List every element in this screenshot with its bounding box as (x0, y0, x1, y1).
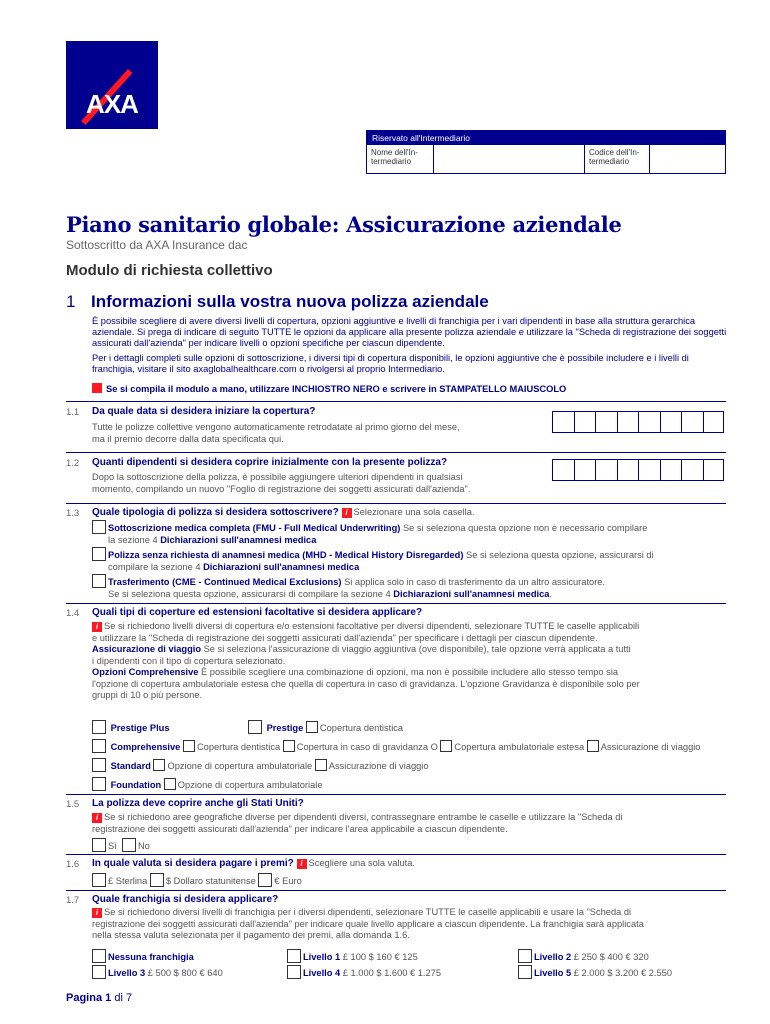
fmu-note-bold: Dichiarazioni sull'anamnesi medica (160, 535, 317, 545)
us-no-label: No (137, 841, 150, 851)
logo-text: AXA (86, 89, 138, 119)
divider (66, 854, 726, 855)
count-digit-box[interactable] (703, 459, 725, 481)
q11-help-line1: Tutte le polizze collettive vengono automaticamente retrodatate al primo giorno del mese, (92, 422, 460, 432)
prestige-dental-checkbox[interactable] (306, 721, 318, 733)
cme-note: Se si seleziona questa opzione, assicurarsi di compilare la sezione 4 Dichiarazioni sull'anamnesi medica. (108, 589, 553, 599)
q17-help-line2: registrazione dei soggetti assicurati dall'azienda" per indicare quale livello applicare a ciascun dipendente. La franchigia sarà applicata (92, 918, 644, 929)
info-icon: i (342, 508, 352, 518)
usd-checkbox[interactable] (150, 873, 164, 887)
page-footer (66, 992, 132, 1004)
foundation-option[interactable] (92, 777, 323, 791)
date-digit-box[interactable] (660, 411, 682, 433)
q17-help (92, 907, 644, 942)
gbp-checkbox[interactable] (92, 873, 106, 887)
excess-l4-option[interactable] (287, 965, 441, 979)
excess-l2-label: Livello 2 (534, 952, 572, 962)
comp-dental-label: Copertura dentistica (196, 742, 281, 752)
excess-l5-option[interactable] (518, 965, 672, 979)
excess-l2-values: £ 250 $ 400 € 320 (571, 952, 649, 962)
comprehensive-heading: Opzioni Comprehensive (92, 667, 199, 677)
date-digit-box[interactable] (574, 411, 596, 433)
comprehensive-text: È possibile scegliere una combinazione di opzioni, ma non è possibile includere allo stesso tempo sia (198, 667, 619, 677)
comp-dental-checkbox[interactable] (183, 740, 195, 752)
q16-question: In quale valuta si desidera pagare i premi? (92, 858, 294, 869)
date-digit-box[interactable] (638, 411, 660, 433)
q11-question: Da quale data si desidera iniziare la copertura? (92, 406, 316, 417)
standard-checkbox[interactable] (92, 758, 106, 772)
intermediary-name-field[interactable] (433, 145, 585, 173)
cme-option[interactable] (92, 574, 605, 588)
excess-none-label: Nessuna franchigia (108, 952, 194, 962)
q13-question-row (92, 507, 474, 518)
date-digit-box[interactable] (617, 411, 639, 433)
prestige-plus-option[interactable] (92, 720, 170, 734)
intro-paragraph-2: Per i dettagli completi sulle opzioni di sottoscrizione, i diversi tipi di copertura disponibili, le opzioni aggiuntive che è possibile includere e i livelli di franchigia, visitare il sito axaglobalhealthcare.com o rivolgersi al proprio Intermediario. (92, 352, 689, 374)
gbp-label: £ Sterlina (108, 876, 148, 886)
excess-l5-label: Livello 5 (534, 968, 572, 978)
comprehensive-text-2: l'opzione di copertura ambulatoriale estesa che quella di copertura in caso di gravidanza. L'opzione Gravidanza è disponibile solo per (92, 678, 640, 689)
intermediary-name-label (367, 145, 433, 173)
excess-l4-checkbox[interactable] (287, 965, 301, 979)
excess-l2-checkbox[interactable] (518, 949, 532, 963)
excess-l5-values: £ 2.000 $ 3.200 € 2.550 (571, 968, 673, 978)
code-label-line2: termediario (589, 157, 630, 166)
fmu-note (108, 535, 316, 546)
comp-pregnancy-checkbox[interactable] (283, 740, 295, 752)
or-separator: O (430, 742, 438, 752)
q11-help (92, 422, 460, 445)
eur-label: € Euro (274, 876, 302, 886)
mhd-note-bold: Dichiarazioni sull'anamnesi medica (203, 562, 360, 572)
q13-hint: Selezionare una sola casella. (353, 507, 475, 517)
prestige-plus-checkbox[interactable] (92, 720, 106, 734)
fmu-option[interactable] (92, 520, 647, 534)
cme-note-bold: Dichiarazioni sull'anamnesi medica (393, 589, 550, 599)
intro-text (92, 316, 728, 378)
divider (66, 890, 726, 891)
form-title: Modulo di richiesta collettivo (66, 262, 273, 279)
mhd-note-text: compilare la sezione 4 (108, 562, 204, 572)
q14-question: Quali tipi di coperture ed estensioni facoltative si desidera applicare? (92, 607, 423, 618)
foundation-label: Foundation (110, 780, 162, 790)
q14-number: 1.4 (66, 608, 80, 619)
divider (66, 794, 726, 795)
q15-help-line1: Se si richiedono aree geografiche diverse per dipendenti diversi, contrassegnare entrambe le caselle e utilizzare la "Scheda di (104, 812, 623, 822)
intermediary-header: Riservato all'Intermediario (367, 131, 725, 145)
page-total: 7 (125, 992, 133, 1004)
q12-help-line2: momento, compilando un nuovo "Foglio di registrazione dei soggetti assicurati dall'azienda". (92, 483, 471, 494)
eur-checkbox[interactable] (258, 873, 272, 887)
excess-l3-checkbox[interactable] (92, 965, 106, 979)
intro-paragraph-1: È possibile scegliere di avere diversi livelli di copertura, opzioni aggiuntive e livelli di franchigia per i vari dipendenti in base alla struttura gerarchica aziendale. Si prega di indicare di seguito TUTTE le opzioni da applicare alla presente polizza aziendale e utilizzare la "Scheda di registrazione dei soggetti assicurati dall'azienda" per indicare livelli o opzioni specifiche per ciascun dipendente. (92, 316, 727, 349)
count-digit-box[interactable] (638, 459, 660, 481)
q16-question-row (92, 858, 415, 869)
standard-label: Standard (110, 761, 151, 771)
q17-help-line3: nella stessa valuta selezionata per il pagamento dei premi, alla domanda 1.6. (92, 930, 410, 940)
fnd-outpatient-checkbox[interactable] (164, 778, 176, 790)
q14-help (92, 621, 640, 702)
page-subtitle: Sottoscritto da AXA Insurance dac (66, 238, 248, 252)
comp-travel-label: Assicurazione di viaggio (600, 742, 701, 752)
q15-question: La polizza deve coprire anche gli Stati Uniti? (92, 798, 304, 809)
employee-count-boxes[interactable] (552, 459, 724, 481)
axa-logo (66, 41, 158, 129)
q17-help-line1: Se si richiedono diversi livelli di franchigia per i diversi dipendenti, selezionare TUTTE le caselle applicabili e usare la "Scheda di (104, 907, 632, 917)
comp-travel-checkbox[interactable] (587, 740, 599, 752)
q15-help (92, 812, 623, 835)
info-icon: i (297, 859, 307, 869)
info-icon: i (92, 908, 102, 918)
comp-outpatient-ext-label: Copertura ambulatoriale estesa (454, 742, 585, 752)
info-icon: i (92, 813, 102, 823)
q14-help-line1: Se si richiedono livelli diversi di copertura e/o estensioni facoltative per diversi dipendenti, selezionare TUTTE le caselle applicabili (104, 621, 640, 631)
excess-l5-checkbox[interactable] (518, 965, 532, 979)
std-travel-checkbox[interactable] (315, 759, 327, 771)
mhd-option[interactable] (92, 547, 654, 561)
excess-none-option[interactable] (92, 949, 194, 963)
name-label-line2: termediario (371, 157, 412, 166)
currency-options (92, 873, 302, 887)
code-label-line1: Codice dell'In- (589, 148, 640, 157)
q12-number: 1.2 (66, 458, 80, 469)
page-number: 1 (105, 992, 112, 1004)
travel-text: Se si seleziona l'assicurazione di viaggio aggiuntiva (ove disponibile), tale opzione verrà applicata a tutti (201, 644, 631, 654)
excess-l3-values: £ 500 $ 800 € 640 (145, 968, 223, 978)
prestige-plus-label: Prestige Plus (110, 723, 170, 733)
q11-help-line2: ma il premio decorre dalla data specificata qui. (92, 433, 284, 444)
q12-question: Quanti dipendenti si desidera coprire inizialmente con la presente polizza? (92, 457, 448, 468)
page-label: Pagina (66, 992, 103, 1004)
prestige-option[interactable] (248, 720, 403, 734)
date-digit-box[interactable] (703, 411, 725, 433)
excess-l4-label: Livello 4 (303, 968, 341, 978)
mhd-checkbox[interactable] (92, 547, 106, 561)
count-digit-box[interactable] (660, 459, 682, 481)
std-travel-label: Assicurazione di viaggio (328, 761, 429, 771)
q16-number: 1.6 (66, 859, 80, 870)
prestige-dental-label: Copertura dentistica (319, 723, 404, 733)
page-title: Piano sanitario globale: Assicurazione aziendale (66, 212, 622, 237)
mhd-text: Se si seleziona questa opzione, assicurarsi di (463, 550, 654, 560)
date-digit-box[interactable] (595, 411, 617, 433)
count-digit-box[interactable] (595, 459, 617, 481)
excess-l3-label: Livello 3 (108, 968, 146, 978)
us-coverage-options (92, 838, 150, 852)
ink-note-text: Se si compila il modulo a mano, utilizzare INCHIOSTRO NERO e scrivere in STAMPATELLO MAIUSCOLO (106, 384, 567, 394)
count-digit-box[interactable] (574, 459, 596, 481)
prestige-checkbox[interactable] (248, 720, 262, 734)
excess-l1-values: £ 100 $ 160 € 125 (340, 952, 418, 962)
comprehensive-option[interactable] (92, 739, 700, 753)
intermediary-code-field[interactable] (649, 145, 725, 173)
mhd-note (108, 562, 359, 573)
cme-note-text: Se si seleziona questa opzione, assicurarsi di compilare la sezione 4 (108, 589, 394, 599)
excess-l1-option[interactable] (287, 949, 418, 963)
fmu-label: Sottoscrizione medica completa (FMU - Full Medical Underwriting) (108, 523, 401, 533)
us-no-checkbox[interactable] (122, 838, 136, 852)
count-digit-box[interactable] (617, 459, 639, 481)
intermediary-code-label (585, 145, 649, 173)
intermediary-box (366, 130, 726, 174)
travel-heading: Assicurazione di viaggio (92, 644, 202, 654)
cme-checkbox[interactable] (92, 574, 106, 588)
excess-l3-option[interactable] (92, 965, 223, 979)
comprehensive-label: Comprehensive (110, 742, 181, 752)
std-outpatient-checkbox[interactable] (153, 759, 165, 771)
standard-option[interactable] (92, 758, 429, 772)
excess-l2-option[interactable] (518, 949, 649, 963)
q14-help-line2: e utilizzare la "Scheda di registrazione dei soggetti assicurati dall'azienda" per specificare i dettagli per ciascun dipendente. (92, 632, 598, 643)
date-digit-box[interactable] (552, 411, 574, 433)
page-of: di (114, 992, 123, 1004)
section-title: Informazioni sulla vostra nuova polizza aziendale (91, 292, 489, 311)
date-digit-box[interactable] (681, 411, 703, 433)
section-heading (66, 292, 489, 312)
divider (66, 603, 726, 604)
q17-question: Quale franchigia si desidera applicare? (92, 894, 279, 905)
divider (66, 401, 726, 402)
prestige-label: Prestige (266, 723, 304, 733)
divider (66, 452, 726, 453)
comp-outpatient-ext-checkbox[interactable] (440, 740, 452, 752)
std-outpatient-label: Opzione di copertura ambulatoriale (167, 761, 313, 771)
cme-label: Trasferimento (CME - Continued Medical Exclusions) (108, 577, 342, 587)
section-number: 1 (66, 292, 76, 311)
fmu-note-text: la sezione 4 (108, 535, 161, 545)
usd-label: $ Dollaro statunitense (165, 876, 256, 886)
excess-l1-label: Livello 1 (303, 952, 341, 962)
q15-help-line2: registrazione dei soggetti assicurati dall'azienda" per indicare l'area applicabile a ciascun dipendente. (92, 823, 508, 834)
info-icon: i (92, 622, 102, 632)
divider (66, 503, 726, 504)
start-date-boxes[interactable] (552, 411, 724, 433)
intermediary-row (367, 145, 725, 173)
q17-number: 1.7 (66, 895, 80, 906)
mhd-label: Polizza senza richiesta di anamnesi medica (MHD - Medical History Disregarded) (108, 550, 464, 560)
count-digit-box[interactable] (552, 459, 574, 481)
comprehensive-text-3: gruppi di 10 o più persone. (92, 690, 203, 700)
q16-hint: Scegliere una sola valuta. (308, 858, 415, 868)
foundation-checkbox[interactable] (92, 777, 106, 791)
fnd-outpatient-label: Opzione di copertura ambulatoriale (177, 780, 323, 790)
comprehensive-checkbox[interactable] (92, 739, 106, 753)
q15-number: 1.5 (66, 799, 80, 810)
q11-number: 1.1 (66, 407, 80, 418)
warning-square-icon (92, 383, 102, 393)
fmu-text: Se si seleziona questa opzione non è necessario compilare (400, 523, 648, 533)
cme-text: Si applica solo in caso di trasferimento da un altro assicuratore. (341, 577, 606, 587)
us-yes-label: Sì (108, 841, 117, 851)
travel-text-2: i dipendenti con il tipo di copertura selezionato. (92, 655, 286, 666)
comp-pregnancy-label: Copertura in caso di gravidanza (296, 742, 428, 752)
excess-none-checkbox[interactable] (92, 949, 106, 963)
ink-note (92, 383, 566, 394)
excess-l1-checkbox[interactable] (287, 949, 301, 963)
q12-help (92, 472, 470, 495)
name-label-line1: Nome dell'In- (371, 148, 418, 157)
us-yes-checkbox[interactable] (92, 838, 106, 852)
q13-question: Quale tipologia di polizza si desidera sottoscrivere? (92, 507, 339, 518)
count-digit-box[interactable] (681, 459, 703, 481)
q13-number: 1.3 (66, 508, 80, 519)
excess-l4-values: £ 1.000 $ 1.600 € 1.275 (340, 968, 442, 978)
fmu-checkbox[interactable] (92, 520, 106, 534)
q12-help-line1: Dopo la sottoscrizione della polizza, è possibile aggiungere ulteriori dipendenti in qualsiasi (92, 472, 463, 482)
